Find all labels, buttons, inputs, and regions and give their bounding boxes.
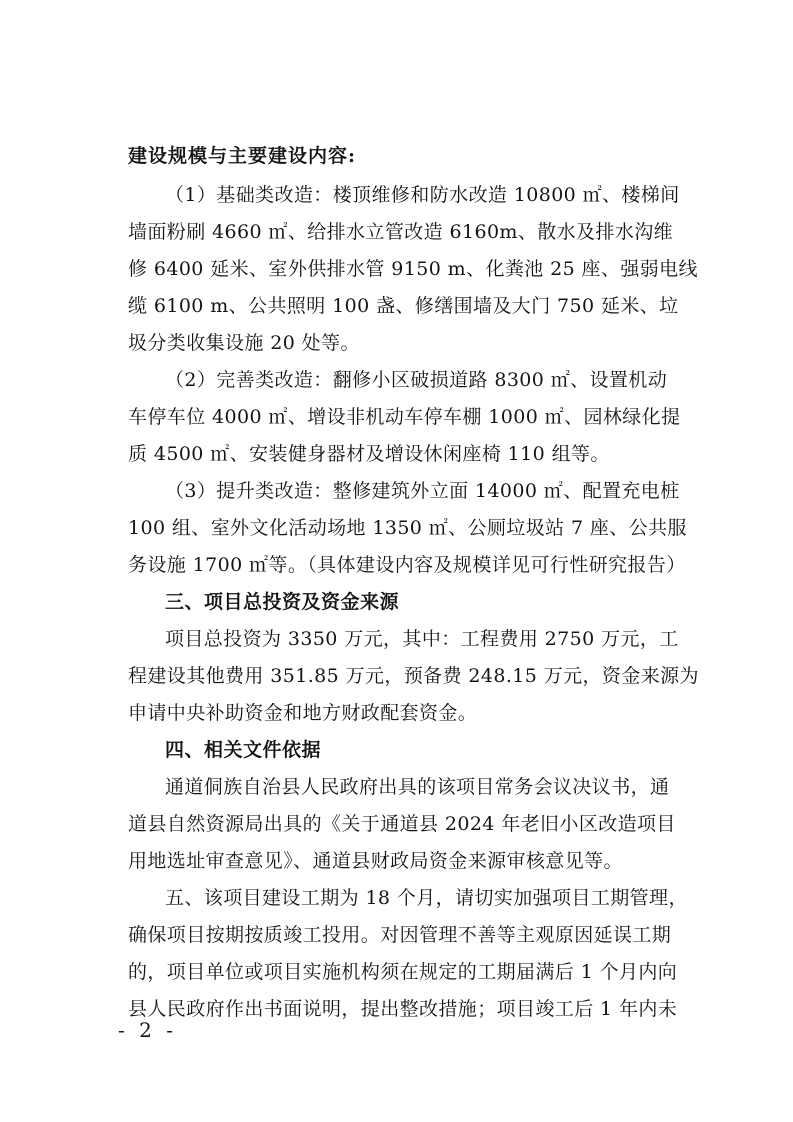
section5-line-4: 县人民政府作出书面说明，提出整改措施；项目竣工后 1 年内未 bbox=[128, 998, 678, 1020]
section4-line-3: 用地选址审查意见》、通道县财政局资金来源审核意见等。 bbox=[128, 850, 623, 872]
page-number: - 2 - bbox=[118, 1018, 177, 1042]
basic-line-4: 缆 6100 m、公共照明 100 盏、修缮围墙及大门 750 延米、垃 bbox=[128, 295, 679, 317]
upgrade-line-1: （3）提升类改造：整修建筑外立面 14000 ㎡、配置充电桩 bbox=[165, 480, 680, 502]
section3-heading: 三、项目总投资及资金来源 bbox=[165, 591, 400, 613]
section4-heading: 四、相关文件依据 bbox=[165, 739, 322, 761]
section4-line-1: 通道侗族自治县人民政府出具的该项目常务会议决议书，通 bbox=[165, 776, 670, 798]
section5-line-1: 五、该项目建设工期为 18 个月，请切实加强项目工期管理， bbox=[165, 887, 688, 909]
section-title: 建设规模与主要建设内容: bbox=[128, 145, 357, 167]
section3-line-1: 项目总投资为 3350 万元，其中：工程费用 2750 万元，工 bbox=[165, 628, 679, 650]
improve-line-3: 质 4500 ㎡、安装健身器材及增设休闲座椅 110 组等。 bbox=[128, 443, 610, 465]
improve-line-1: （2）完善类改造：翻修小区破损道路 8300 ㎡、设置机动 bbox=[165, 369, 668, 391]
basic-line-1: （1）基础类改造：楼顶维修和防水改造 10800 ㎡、楼梯间 bbox=[165, 184, 680, 206]
upgrade-line-2: 100 组、室外文化活动场地 1350 ㎡、公厕垃圾站 7 座、公共服 bbox=[128, 517, 687, 539]
section4-line-2: 道县自然资源局出具的《关于通道县 2024 年老旧小区改造项目 bbox=[128, 813, 676, 835]
basic-line-3: 修 6400 延米、室外供排水管 9150 m、化粪池 25 座、强弱电线 bbox=[128, 258, 698, 280]
upgrade-line-3: 务设施 1700 ㎡等。（具体建设内容及规模详见可行性研究报告） bbox=[128, 554, 686, 576]
section3-line-2: 程建设其他费用 351.85 万元，预备费 248.15 万元，资金来源为 bbox=[128, 665, 699, 687]
basic-line-2: 墙面粉刷 4660 ㎡、给排水立管改造 6160m、散水及排水沟维 bbox=[128, 221, 674, 243]
basic-line-5: 圾分类收集设施 20 处等。 bbox=[128, 332, 360, 354]
section3-line-3: 申请中央补助资金和地方财政配套资金。 bbox=[128, 702, 478, 724]
section5-line-3: 的，项目单位或项目实施机构须在规定的工期届满后 1 个月内向 bbox=[128, 961, 678, 983]
improve-line-2: 车停车位 4000 ㎡、增设非机动车停车棚 1000 ㎡、园林绿化提 bbox=[128, 406, 681, 428]
section5-line-2: 确保项目按期按质竣工投用。对因管理不善等主观原因延误工期 bbox=[128, 924, 672, 946]
